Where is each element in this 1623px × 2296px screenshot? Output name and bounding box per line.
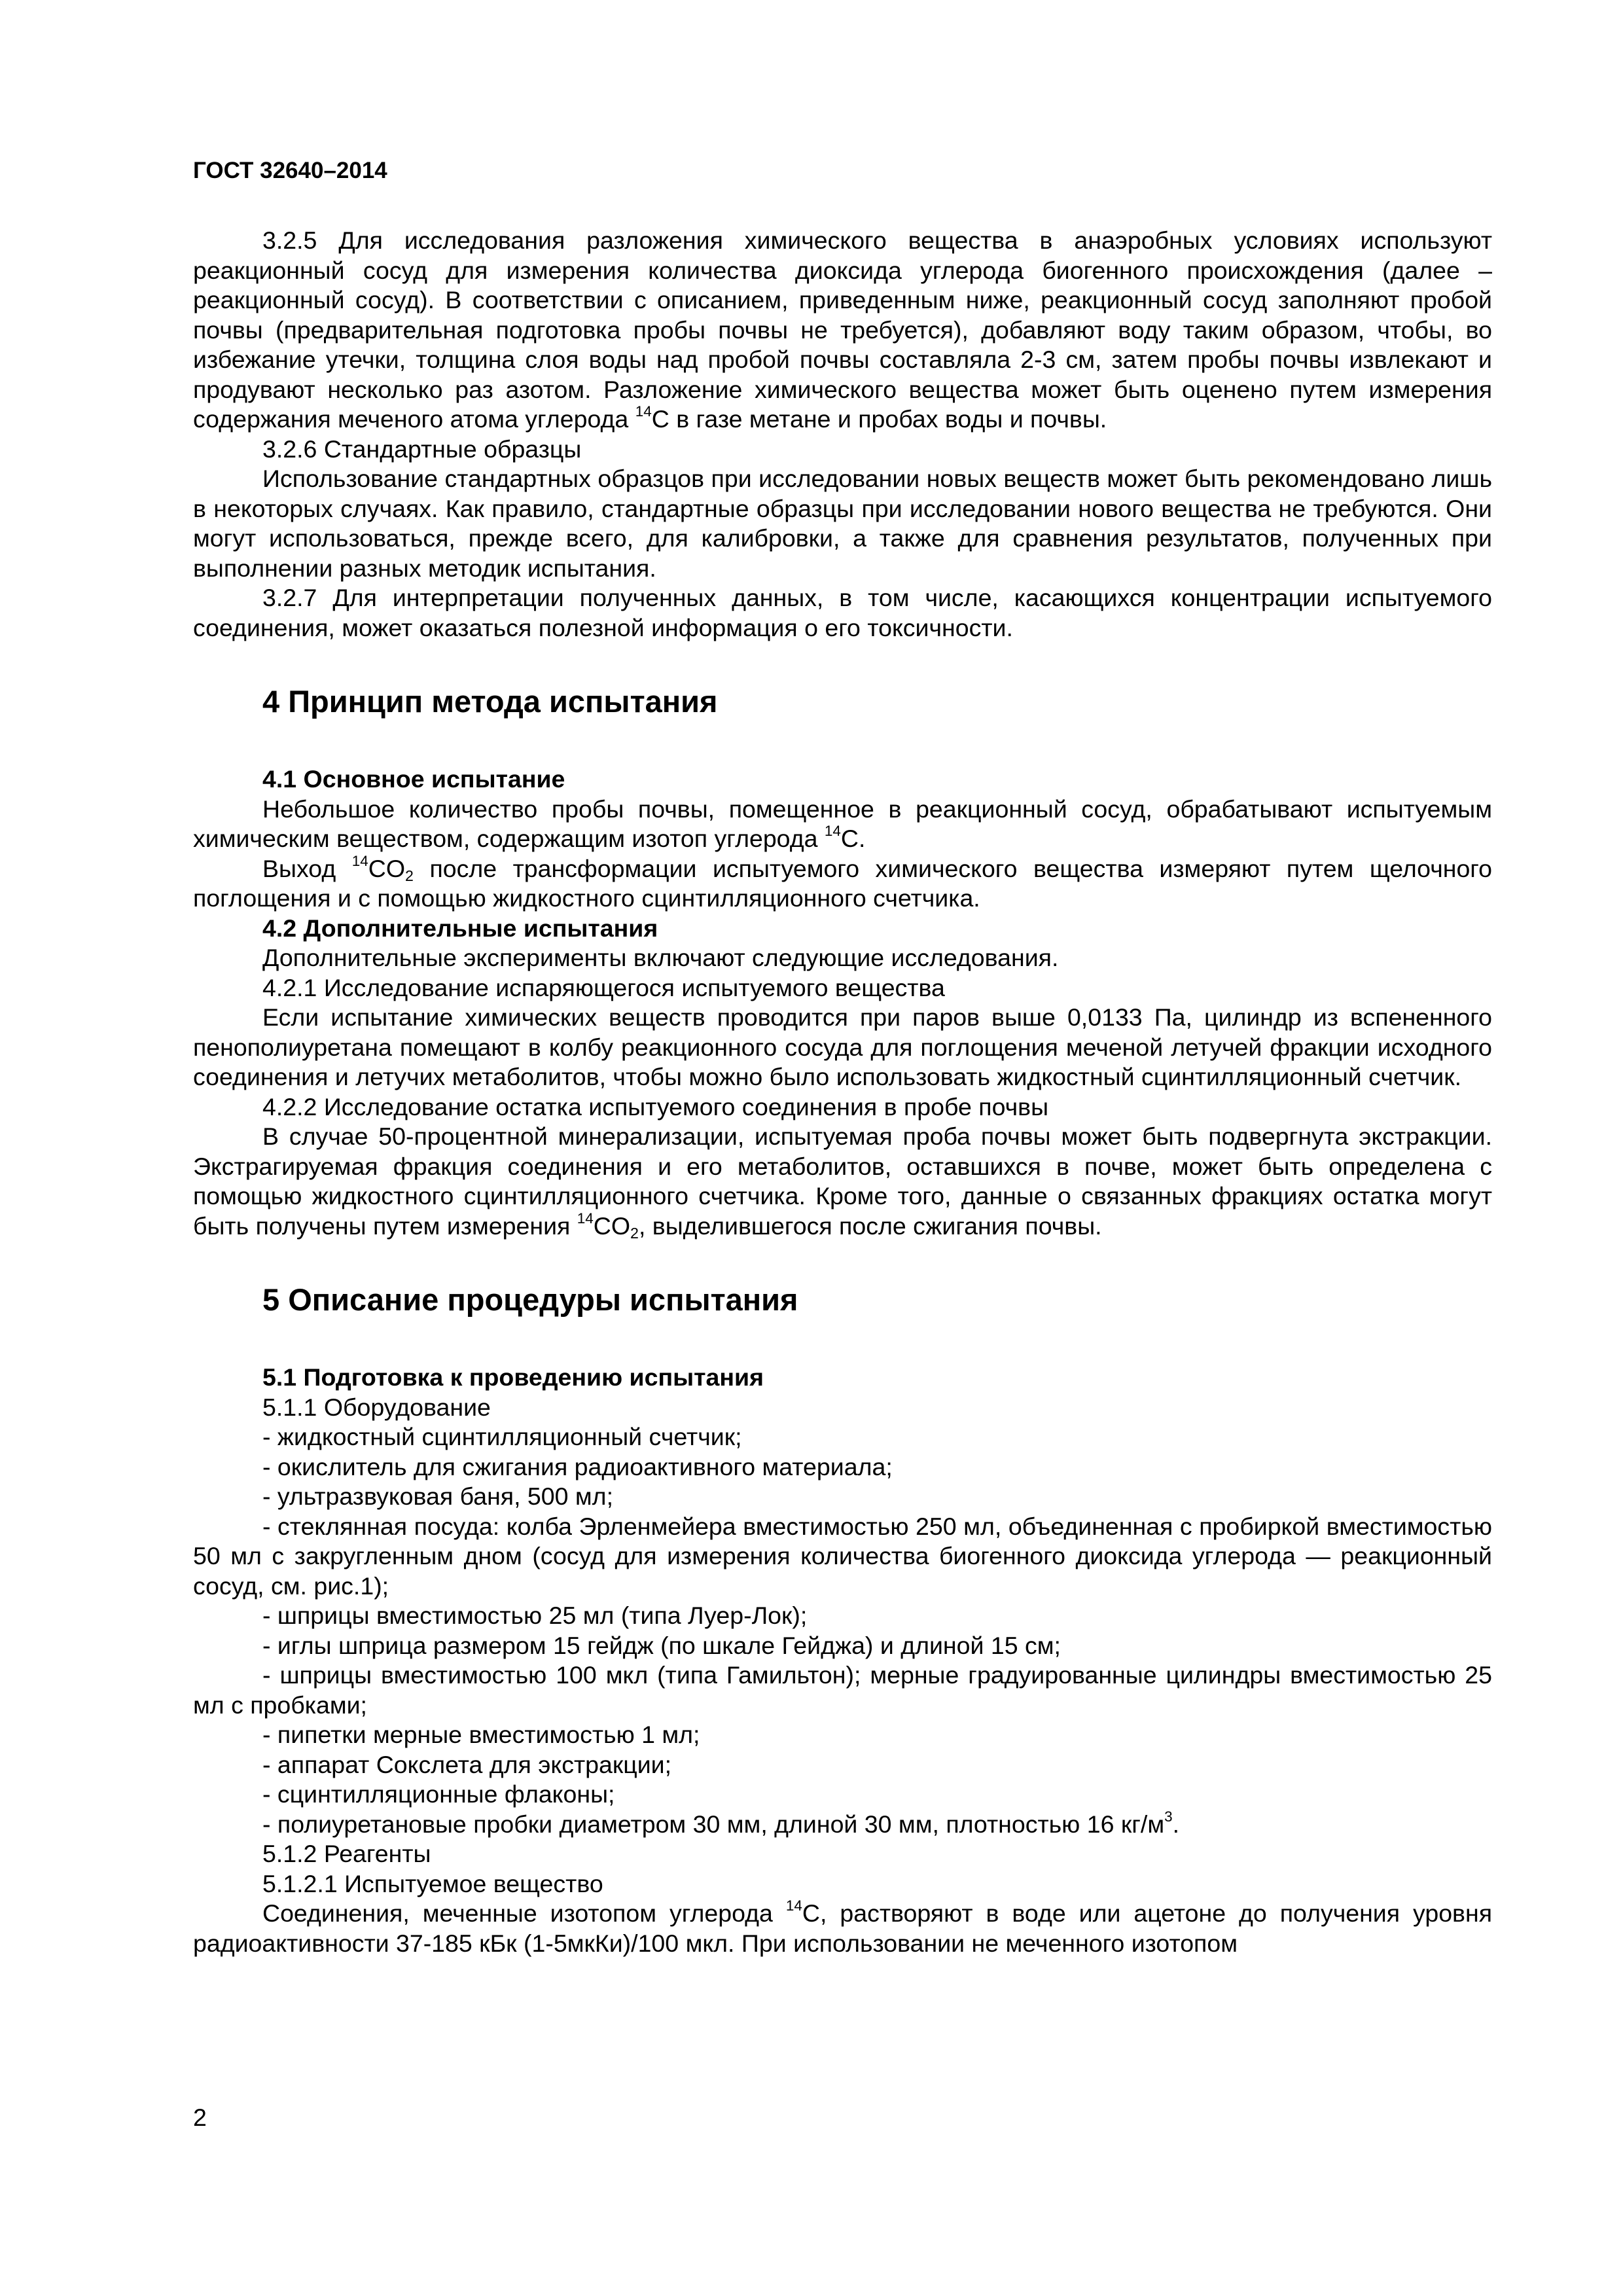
section-4-heading: 4 Принцип метода испытания (262, 684, 718, 719)
paragraph-4-2-2: В случае 50-процентной минерализации, испытуемая проба почвы может быть подвергнута экстракции. Экстрагируемая фракция соединения и его метаболитов, оставшихся в почве, может быть определена с помощью жидкостного сцинтилляционного счетчика. Кроме того, данные о связанных фракциях остатка могут быть получены путем измерения $^{14}CO_2$, выделившегося после сжигания почвы. (193, 1122, 1492, 1242)
list-item: - аппарат Сокслета для экстракции; (262, 1750, 672, 1778)
subsection-5-1-1-title: 5.1.1 Оборудование (262, 1393, 491, 1421)
paragraph-4-2-intro: Дополнительные эксперименты включают следующие исследования. (262, 944, 1059, 971)
list-item: - стеклянная посуда: колба Эрленмейера вместимостью 250 мл, объединенная с пробиркой вместимостью 50 мл с закругленным дном (сосуд для измерения количества биогенного диоксида углерода — реакционный сосуд, см. рис.1); (193, 1512, 1492, 1600)
paragraph-3-2-7: 3.2.7 Для интерпретации полученных данных, в том числе, касающихся концентрации испытуемого соединения, может оказаться полезной информация о его токсичности. (193, 584, 1492, 641)
doc-code-header: ГОСТ 32640–2014 (193, 158, 387, 183)
paragraph-4-2-1: Если испытание химических веществ проводится при паров выше 0,0133 Па, цилиндр из вспененного пенополиуретана помещают в колбу реакционного сосуда для поглощения меченой летучей фракции исходного соединения и летучих метаболитов, чтобы можно было использовать жидкостный сцинтилляционный счетчик. (193, 1003, 1492, 1090)
list-item: - ультразвуковая баня, 500 мл; (262, 1482, 613, 1510)
section-5-heading: 5 Описание процедуры испытания (262, 1282, 798, 1317)
paragraph-4-1-2: Выход $^{14}CO_2$ после трансформации испытуемого химического вещества измеряют путем щелочного поглощения и с помощью жидкостного сцинтилляционного счетчика. (193, 852, 1493, 912)
subsection-5-1-title: 5.1 Подготовка к проведению испытания (262, 1363, 764, 1391)
subsection-4-2-2-title: 4.2.2 Исследование остатка испытуемого соединения в пробе почвы (262, 1092, 1049, 1121)
paragraph-4-1-1: Небольшое количество пробы почвы, помещенное в реакционный сосуд, обрабатывают испытуемым химическим веществом, содержащим изотоп углерода $^{14}$С. (193, 795, 1492, 852)
paragraph-3-2-5: 3.2.5 Для исследования разложения химического вещества в анаэробных условиях используют реакционный сосуд для измерения количества диоксида углерода биогенного происхождения (далее – реакционный сосуд). В соответствии с описанием, приведенным ниже, реакционный сосуд заполняют пробой почвы (предварительная подготовка пробы почвы не требуется), добавляют воду таким образом, чтобы, во избежание утечки, толщина слоя воды над пробой почвы составляла 2-3 см, затем пробы почвы извлекают и продувают несколько раз азотом. Разложение химического вещества может быть оценено путем измерения содержания меченого атома углерода $^{14}$С в газе метане и пробах воды и почвы. (193, 226, 1492, 433)
subsection-4-2-title: 4.2 Дополнительные испытания (262, 914, 658, 942)
subsection-5-1-2-title: 5.1.2 Реагенты (262, 1840, 431, 1867)
subsection-4-2-1-title: 4.2.1 Исследование испаряющегося испытуемого вещества (262, 973, 945, 1001)
paragraph-3-2-6: Использование стандартных образцов при исследовании новых веществ может быть рекомендовано лишь в некоторых случаях. Как правило, стандартные образцы при исследовании нового вещества не требуются. Они могут использоваться, прежде всего, для калибровки, а также для сравнения результатов, полученных при выполнении разных методик испытания. (193, 465, 1492, 582)
list-item: - полиуретановые пробки диаметром 30 мм, длиной 30 мм, плотностью 16 $кг/м^3$. (262, 1808, 1180, 1838)
subsection-5-1-2-1-title: 5.1.2.1 Испытуемое вещество (262, 1869, 603, 1897)
list-item: - шприцы вместимостью 100 мкл (типа Гамильтон); мерные градуированные цилиндры вместимостью 25 мл с пробками; (193, 1661, 1492, 1719)
list-item: - окислитель для сжигания радиоактивного материала; (262, 1452, 893, 1480)
page-content (193, 226, 1492, 1958)
list-item: - жидкостный сцинтилляционный счетчик; (262, 1423, 742, 1450)
list-item: - сцинтилляционные флаконы; (262, 1780, 615, 1808)
subsection-4-1-title: 4.1 Основное испытание (262, 765, 565, 793)
list-item: - пипетки мерные вместимостью 1 мл; (262, 1721, 700, 1748)
subsection-3-2-6-title: 3.2.6 Стандартные образцы (262, 435, 582, 463)
page-number: 2 (193, 2104, 207, 2131)
list-item: - иглы шприца размером 15 гейдж (по шкале Гейджа) и длиной 15 см; (262, 1631, 1061, 1659)
list-item: - шприцы вместимостью 25 мл (типа Луер-Лок); (262, 1602, 808, 1629)
paragraph-5-1-2-1: Соединения, меченные изотопом углерода $^{14}$С, растворяют в воде или ацетоне до получения уровня радиоактивности 37-185 кБк (1-5мкКи)/100 мкл. При использовании не меченного изотопом (193, 1897, 1492, 1957)
